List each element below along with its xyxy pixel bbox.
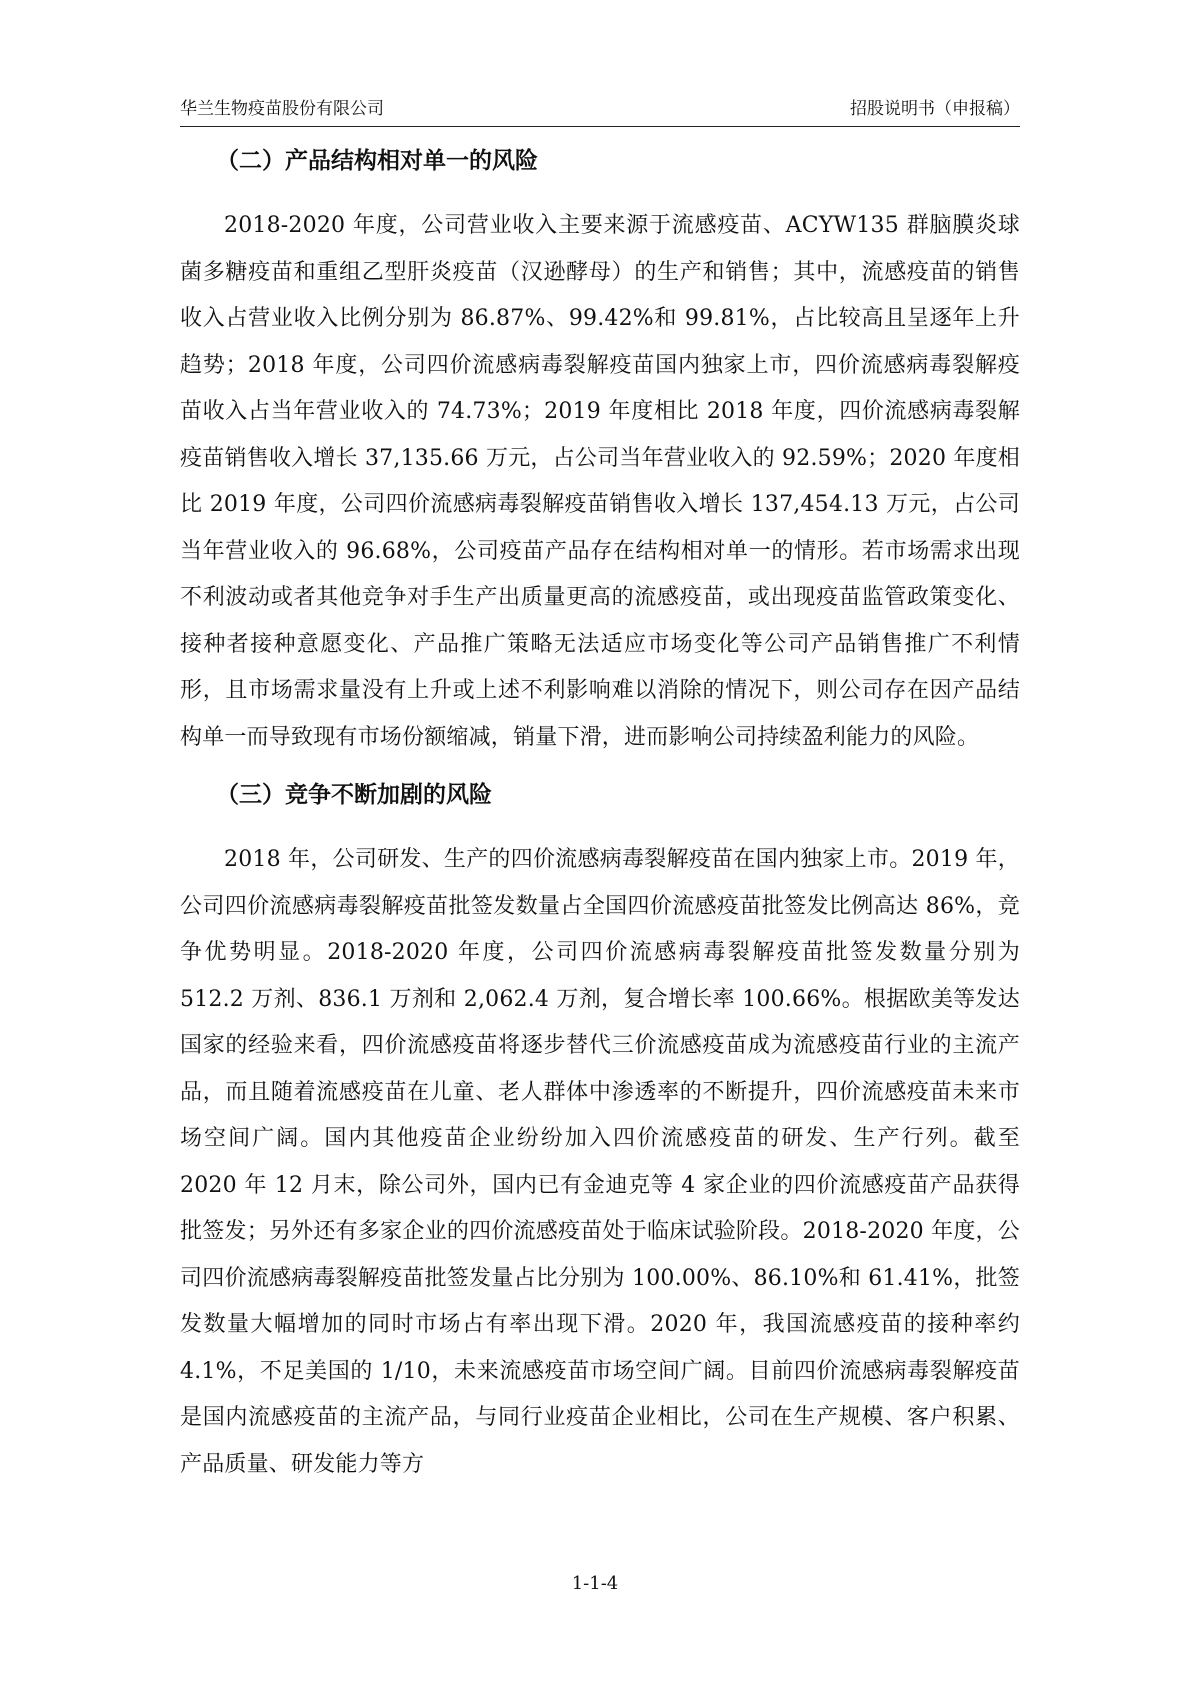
paragraph-product-structure-risk: 2018-2020 年度，公司营业收入主要来源于流感疫苗、ACYW135 群脑膜炎球菌多糖疫苗和重组乙型肝炎疫苗（汉逊酵母）的生产和销售；其中，流感疫苗的销售收入占营业收入比例分别为 86.87%、99.42%和 99.81%，占比较高且呈逐年上升趋势；2018 年度，公司四价流感病毒裂解疫苗国内独家上市，四价流感病毒裂解疫苗收入占当年营业收入的 74.73%；2019 年度相比 2018 年度，四价流感病毒裂解疫苗销售收入增长 37,135.66 万元，占公司当年营业收入的 92.59%；2020 年度相比 2019 年度，公司四价流感病毒裂解疫苗销售收入增长 137,454.13 万元，占公司当年营业收入的 96.68%，公司疫苗产品存在结构相对单一的情形。若市场需求出现不利波动或者其他竞争对手生产出质量更高的流感疫苗，或出现疫苗监管政策变化、接种者接种意愿变化、产品推广策略无法适应市场变化等公司产品销售推广不利情形，且市场需求量没有上升或上述不利影响难以消除的情况下，则公司存在因产品结构单一而导致现有市场份额缩减，销量下滑，进而影响公司持续盈利能力的风险。 bbox=[180, 213, 1020, 750]
page-number: 1-1-4 bbox=[571, 1573, 619, 1594]
section-title-competition-risk: （三）竞争不断加剧的风险 bbox=[216, 782, 492, 808]
document-type: 招股说明书（申报稿） bbox=[850, 99, 1020, 119]
page-header bbox=[180, 96, 1020, 127]
paragraph-competition-risk: 2018 年，公司研发、生产的四价流感病毒裂解疫苗在国内独家上市。2019 年，公司四价流感病毒裂解疫苗批签发数量占全国四价流感疫苗批签发比例高达 86%，竞争优势明显。2018-2020 年度，公司四价流感病毒裂解疫苗批签发数量分别为 512.2 万剂、836.1 万剂和 2,062.4 万剂，复合增长率 100.66%。根据欧美等发达国家的经验来看，四价流感疫苗将逐步替代三价流感疫苗成为流感疫苗行业的主流产品，而且随着流感疫苗在儿童、老人群体中渗透率的不断提升，四价流感疫苗未来市场空间广阔。国内其他疫苗企业纷纷加入四价流感疫苗的研发、生产行列。截至 2020 年 12 月末，除公司外，国内已有金迪克等 4 家企业的四价流感疫苗产品获得批签发；另外还有多家企业的四价流感疫苗处于临床试验阶段。2018-2020 年度，公司四价流感病毒裂解疫苗批签发量占比分别为 100.00%、86.10%和 61.41%，批签发数量大幅增加的同时市场占有率出现下滑。2020 年，我国流感疫苗的接种率约 4.1%，不足美国的 1/10，未来流感疫苗市场空间广阔。目前四价流感病毒裂解疫苗是国内流感疫苗的主流产品，与同行业疫苗企业相比，公司在生产规模、客户积累、产品质量、研发能力等方 bbox=[180, 847, 1020, 1477]
company-name: 华兰生物疫苗股份有限公司 bbox=[180, 99, 384, 119]
section-title-product-structure-risk: （二）产品结构相对单一的风险 bbox=[216, 148, 538, 174]
page-content bbox=[180, 138, 1020, 1488]
